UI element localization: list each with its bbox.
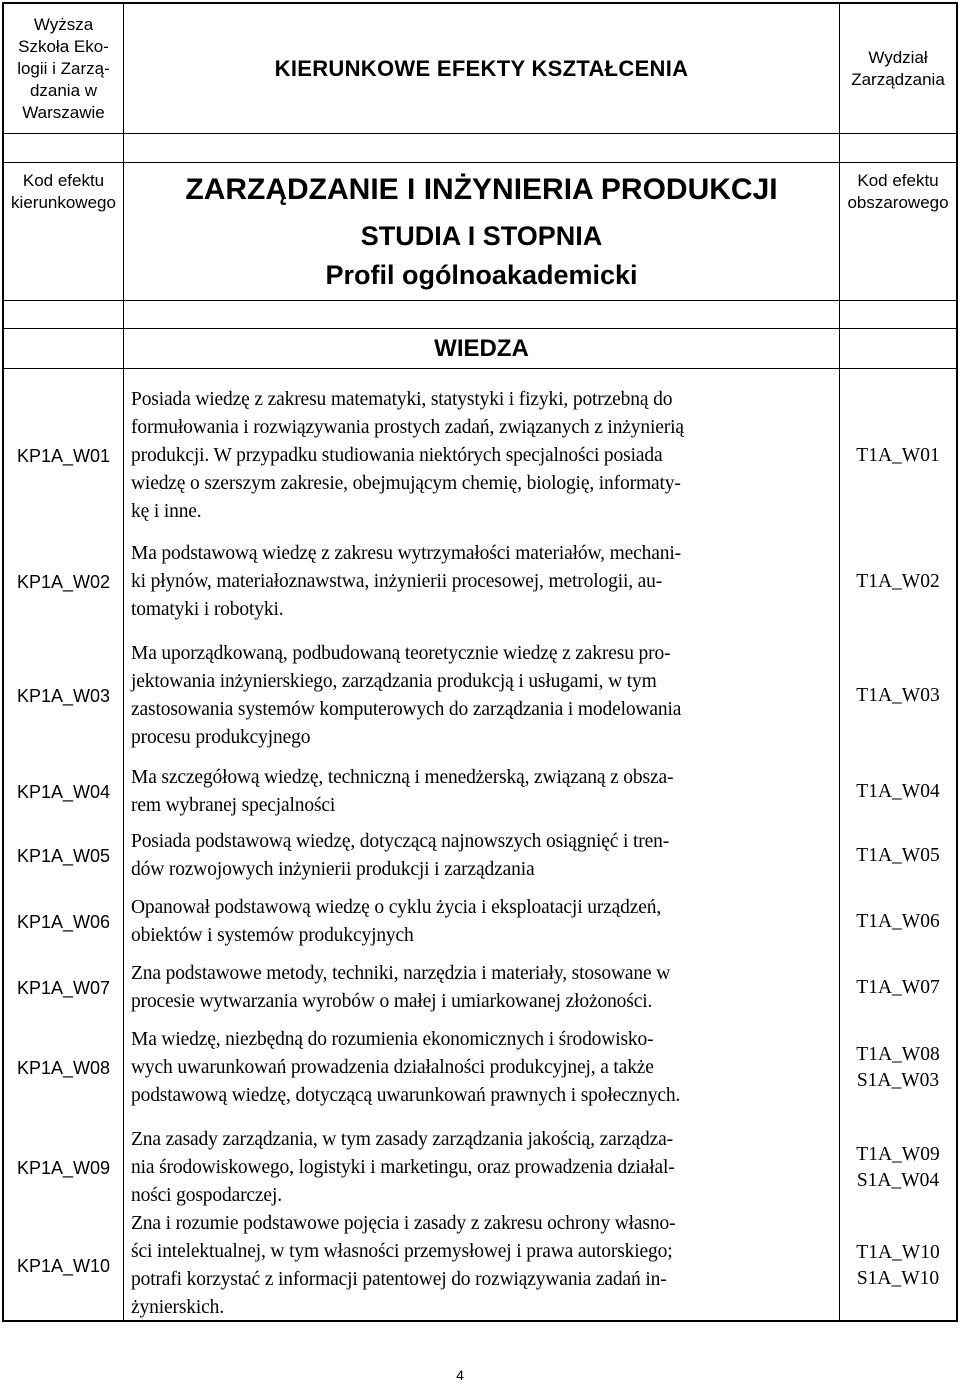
outcome-description [131, 1026, 836, 1110]
outcome-code: KP1A_W09 [16, 1157, 111, 1178]
area-code-line: T1A_W03 [856, 685, 940, 706]
school-name-line: Warszawie [22, 102, 105, 122]
outcome-description-line: potrafi korzystać z informacji patentowej do rozwiązywania zadań in- [131, 1269, 667, 1290]
area-code [840, 386, 956, 526]
outcome-description-line: tomatyki i robotyki. [131, 599, 284, 620]
outcome-description [131, 828, 836, 884]
row-divider [2, 133, 958, 134]
study-profile: Profil ogólnoakademicki [325, 259, 638, 290]
program-title: ZARZĄDZANIE I INŻYNIERIA PRODUKCJI [185, 173, 778, 206]
outcome-description-line: Posiada wiedzę z zakresu matematyki, statystyki i fizyki, potrzebną do [131, 389, 673, 410]
page-number: 4 [456, 1367, 464, 1383]
area-code [840, 1126, 956, 1210]
outcome-description-line: ności gospodarczej. [131, 1185, 282, 1206]
area-code-line: T1A_W07 [856, 977, 940, 998]
outcome-description-line: rem wybranej specjalności [131, 795, 336, 816]
school-name [4, 4, 123, 133]
faculty-name-line: Zarządzania [851, 69, 945, 89]
area-code-line: T1A_W04 [856, 781, 940, 802]
outcome-description-line: produkcji. W przypadku studiowania niektórych specjalności posiada [131, 445, 663, 466]
area-code [840, 828, 956, 884]
outcome-code: KP1A_W08 [16, 1057, 111, 1078]
outcome-description [131, 386, 836, 526]
outcome-description-line: procesie wytwarzania wyrobów o małej i umiarkowanej złożoności. [131, 991, 653, 1012]
outcome-description-line: jektowania inżynierskiego, zarządzania produkcją i usługami, w tym [131, 671, 657, 692]
area-code-line: T1A_W01 [856, 445, 940, 466]
area-code [840, 540, 956, 624]
right-code-label-line: Kod efektu [857, 171, 939, 190]
area-code [840, 1210, 956, 1322]
row-divider [2, 328, 958, 329]
outcome-code: KP1A_W02 [16, 571, 111, 592]
area-code-line: S1A_W03 [856, 1070, 940, 1091]
outcome-description [131, 960, 836, 1016]
school-name-line: Szkoła Eko- [18, 36, 109, 56]
outcome-description-line: Zna i rozumie podstawowe pojęcia i zasady z zakresu ochrony własno- [131, 1213, 676, 1234]
outcome-description [131, 764, 836, 820]
faculty-name [840, 4, 956, 133]
faculty-name-line: Wydział [868, 47, 928, 67]
area-code-line: T1A_W08 [856, 1044, 940, 1065]
table-border-right [956, 2, 958, 1322]
area-code [840, 894, 956, 950]
area-code [840, 764, 956, 820]
school-name-line: logii i Zarzą- [17, 58, 110, 78]
outcome-description-line: ki płynów, materiałoznawstwa, inżynierii procesowej, metrologii, au- [131, 571, 663, 592]
outcome-description-line: Ma podstawową wiedzę z zakresu wytrzymałości materiałów, mechani- [131, 543, 681, 564]
school-name-line: Wyższa [33, 14, 94, 34]
outcome-description-line: podstawową wiedzę, dotyczącą uwarunkowań prawnych i społecznych. [131, 1085, 681, 1106]
outcome-description-line: Ma uporządkowaną, podbudowaną teoretycznie wiedzę z zakresu pro- [131, 643, 671, 664]
outcome-description-line: wiedzę o szerszym zakresie, obejmującym chemię, biologię, informaty- [131, 473, 681, 494]
study-level: STUDIA I STOPNIA [360, 220, 603, 251]
outcome-description-line: zastosowania systemów komputerowych do zarządzania i modelowania [131, 699, 682, 720]
section-title: WIEDZA [434, 335, 529, 362]
area-code [840, 1026, 956, 1110]
outcome-code: KP1A_W10 [16, 1255, 111, 1276]
outcome-code: KP1A_W07 [16, 977, 111, 998]
outcome-code: KP1A_W03 [16, 685, 111, 706]
area-code-line: S1A_W04 [856, 1170, 940, 1191]
outcome-description [131, 640, 836, 752]
outcome-description-line: wych uwarunkowań prowadzenia działalności produkcyjnej, a także [131, 1057, 654, 1078]
outcome-description-line: procesu produkcyjnego [131, 727, 311, 748]
outcome-description-line: Opanował podstawową wiedzę o cyklu życia i eksploatacji urządzeń, [131, 897, 662, 918]
school-name-line: dzania w [29, 80, 98, 100]
outcome-description [131, 894, 836, 950]
outcome-code: KP1A_W01 [16, 445, 111, 466]
outcome-code: KP1A_W05 [16, 845, 111, 866]
outcome-code: KP1A_W06 [16, 911, 111, 932]
outcome-description-line: Ma wiedzę, niezbędną do rozumienia ekonomicznych i środowisko- [131, 1029, 654, 1050]
outcome-description-line: ści intelektualnej, w tym własności przemysłowej i prawa autorskiego; [131, 1241, 673, 1262]
outcome-description-line: Zna podstawowe metody, techniki, narzędzia i materiały, stosowane w [131, 963, 671, 984]
area-code-line: S1A_W10 [856, 1268, 940, 1289]
left-code-label [4, 170, 123, 218]
area-code [840, 960, 956, 1016]
area-code-line: T1A_W06 [856, 911, 940, 932]
outcome-code: KP1A_W04 [16, 781, 111, 802]
outcome-description-line: dów rozwojowych inżynierii produkcji i zarządzania [131, 859, 535, 880]
left-code-label-line: kierunkowego [11, 193, 116, 212]
area-code-line: T1A_W02 [856, 571, 940, 592]
outcome-description [131, 540, 836, 624]
area-code-line: T1A_W09 [856, 1144, 940, 1165]
row-divider [2, 368, 958, 369]
left-code-label-line: Kod efektu [22, 171, 105, 190]
row-divider [2, 300, 958, 301]
outcome-description-line: Posiada podstawową wiedzę, dotyczącą najnowszych osiągnięć i tren- [131, 831, 670, 852]
right-code-label [840, 170, 956, 218]
right-code-label-line: obszarowego [847, 193, 949, 212]
outcome-description-line: formułowania i rozwiązywania prostych zadań, związanych z inżynierią [131, 417, 684, 438]
outcome-description-line: Zna zasady zarządzania, w tym zasady zarządzania jakością, zarządza- [131, 1129, 673, 1150]
area-code-line: T1A_W10 [856, 1242, 940, 1263]
area-code [840, 640, 956, 752]
document-banner: KIERUNKOWE EFEKTY KSZTAŁCENIA [274, 55, 689, 81]
outcome-description-line: żynierskich. [131, 1297, 224, 1318]
row-divider [2, 162, 958, 163]
outcome-description [131, 1210, 836, 1322]
outcome-description-line: kę i inne. [131, 501, 202, 522]
outcome-description [131, 1126, 836, 1210]
outcome-description-line: obiektów i systemów produkcyjnych [131, 925, 414, 946]
outcome-description-line: nia środowiskowego, logistyki i marketingu, oraz prowadzenia działal- [131, 1157, 675, 1178]
area-code-line: T1A_W05 [856, 845, 940, 866]
outcome-description-line: Ma szczegółową wiedzę, techniczną i menedżerską, związaną z obsza- [131, 767, 674, 788]
